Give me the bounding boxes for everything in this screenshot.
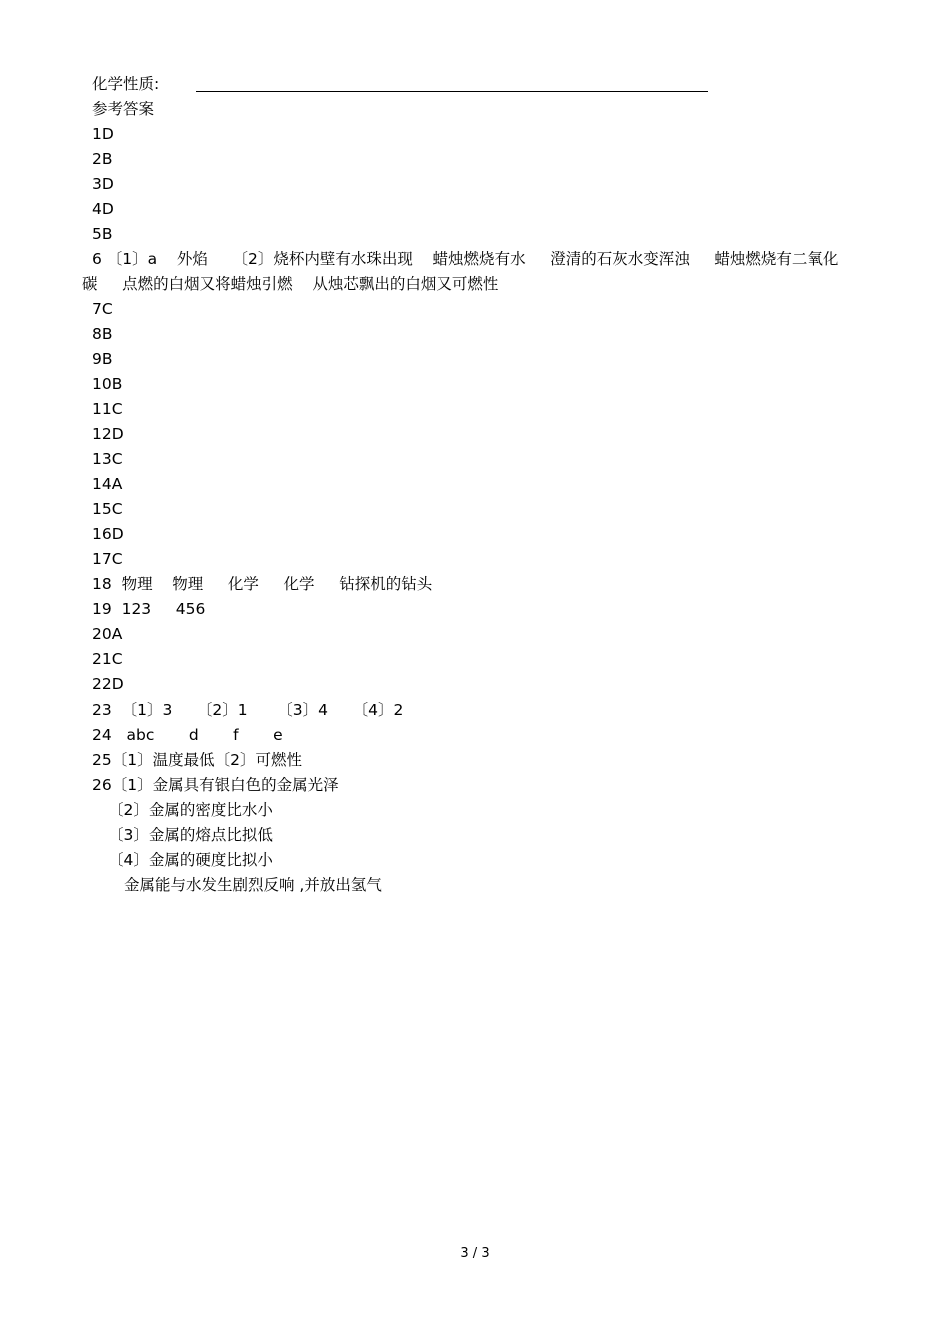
- answer-subline: 〔3〕金属的熔点比拟低: [108, 826, 273, 844]
- page-number: 3 / 3: [460, 1246, 490, 1261]
- answer-line: 8B: [92, 325, 113, 343]
- answer-line: 25〔1〕温度最低〔2〕可燃性: [92, 751, 302, 769]
- answer-line: 9B: [92, 350, 113, 368]
- answer-line: 13C: [92, 450, 123, 468]
- answer-blank-line: [196, 91, 708, 92]
- answer-line: 24 abc d f e: [92, 726, 283, 744]
- answer-line: 21C: [92, 650, 123, 668]
- answer-line: 2B: [92, 150, 113, 168]
- answer-line: 17C: [92, 550, 123, 568]
- chemical-property-label: 化学性质:: [92, 75, 160, 93]
- answer-line: 18 物理 物理 化学 化学 钻探机的钻头: [92, 575, 433, 593]
- answer-line-continued: 碳 点燃的白烟又将蜡烛引燃 从烛芯飘出的白烟又可燃性: [82, 275, 499, 293]
- answer-subline: 〔4〕金属的硬度比拟小: [108, 851, 273, 869]
- answer-line: 1D: [92, 125, 114, 143]
- answer-subline: 金属能与水发生剧烈反响 ,并放出氢气: [124, 876, 382, 894]
- answer-line: 5B: [92, 225, 113, 243]
- answer-line: 14A: [92, 475, 123, 493]
- answer-line: 26〔1〕金属具有银白色的金属光泽: [92, 776, 339, 794]
- answer-line: 12D: [92, 425, 124, 443]
- answer-line: 16D: [92, 525, 124, 543]
- answers-title: 参考答案: [92, 100, 155, 118]
- answer-line: 22D: [92, 675, 124, 693]
- answer-line: 3D: [92, 175, 114, 193]
- answer-line: 7C: [92, 300, 113, 318]
- answer-line: 19 123 456: [92, 600, 206, 618]
- answer-line: 4D: [92, 200, 114, 218]
- answer-line: 10B: [92, 375, 123, 393]
- answer-line: 15C: [92, 500, 123, 518]
- answer-subline: 〔2〕金属的密度比水小: [108, 801, 273, 819]
- answer-line: 20A: [92, 625, 123, 643]
- answer-line: 11C: [92, 400, 123, 418]
- answer-line: 23 〔1〕3 〔2〕1 〔3〕4 〔4〕2: [92, 701, 404, 719]
- answer-line: 6 〔1〕a 外焰 〔2〕烧杯内壁有水珠出现 蜡烛燃烧有水 澄清的石灰水变浑浊 蜡烛燃烧有二氧化: [92, 250, 839, 268]
